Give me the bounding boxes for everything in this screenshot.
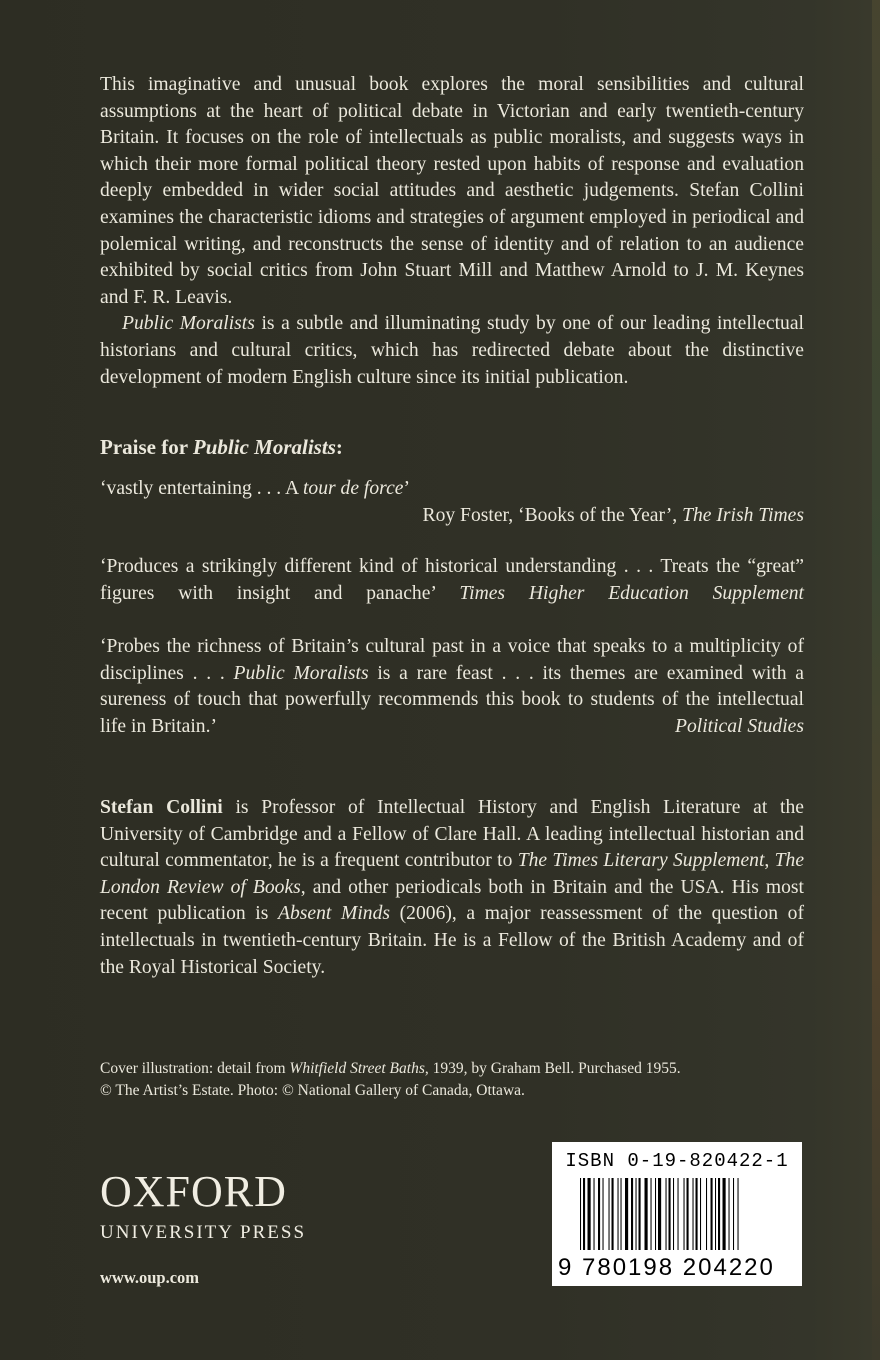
praise-heading [100,434,804,461]
isbn-label: ISBN 0-19-820422-1 [565,1150,789,1172]
quote-2-text: ‘Produces a strikingly different kind of historical understanding . . . Treats the “great” figures with insight and panache’ [100,556,804,604]
publisher-logo [100,1167,307,1244]
quote-text [100,476,804,503]
bio-text-4: (2006), a major reassessment of the question of intellectuals in twentieth-century Britain. He is a Fellow of the British Academy and of the Royal Historical Society. [100,903,804,978]
quote-3-source-publication: Political Studies [675,715,804,737]
quote-1-text: ‘vastly entertaining . . . A [100,478,303,499]
quote-1-source-publication: The Irish Times [682,504,804,526]
barcode-icon [580,1178,790,1260]
ean-number: 9 780198 204220 [558,1254,775,1281]
book-blurb [100,72,804,391]
quote-1-source-prefix: Roy Foster, ‘Books of the Year’, [422,504,683,526]
praise-heading-title: Public Moralists [192,435,336,459]
quote-3-emphasis: Public Moralists [233,662,369,684]
credits-line-1-a: Cover illustration: detail from [100,1060,290,1077]
barcode-panel [552,1142,802,1286]
bio-text-2: , [764,850,775,872]
blurb-paragraph-1: This imaginative and unusual book explores the moral sensibilities and cultural assumptions at the heart of political debate in Victorian and early twentieth-century Britain. It focuses on the role of intellectuals as public moralists, and suggests ways in which their more formal political theory rested upon habits of response and evaluation deeply embedded in wider social attitudes and aesthetic judgements. Stefan Collini examines the characteristic idioms and strategies of argument employed in periodical and polemical writing, and reconstructs the sense of identity and of relation to an audience exhibited by social critics from John Stuart Mill and Matthew Arnold to J. M. Keynes and F. R. Leavis. [100,74,804,308]
praise-heading-suffix: : [335,435,343,459]
publisher-name: OXFORD [100,1167,287,1216]
author-name: Stefan Collini [100,797,223,818]
quote-1-emphasis: tour de force [302,478,404,499]
praise-quote-2 [100,554,804,607]
bio-text-3: , and other periodicals both in Britain and the USA. His most recent publication is [100,876,804,925]
quote-1-end: ’ [403,478,411,499]
quote-3-text-b: is a rare feast . . . its themes are examined with a sureness of touch that powerfully recommends this book to students of the intellectual life in Britain.’ [100,662,804,737]
praise-heading-prefix: Praise for [100,435,193,459]
artwork-title: Whitfield Street Baths [289,1060,425,1077]
praise-quote-3 [100,634,804,740]
quote-source [100,503,804,530]
author-bio [100,795,804,981]
blurb-paragraph-2 [100,311,804,391]
bio-publication-1: The Times Literary Supplement [517,850,765,872]
credits-line-1-b: , 1939, by Graham Bell. Purchased 1955. [424,1060,681,1077]
credits-line-2: © The Artist’s Estate. Photo: © National Gallery of Canada, Ottawa. [100,1082,525,1099]
quote-3-text-a: ‘Probes the richness of Britain’s cultural past in a voice that speaks to a multiplicity of disciplines . . . [100,636,804,684]
book-title: Public Moralists [122,313,255,335]
blurb-paragraph-2-text: is a subtle and illuminating study by one of our leading intellectual historians and cultural critics, which has redirected debate about the distinctive development of modern English culture since its initial publication. [100,313,804,388]
publisher-url[interactable]: www.oup.com [100,1268,200,1287]
bio-text-1: is Professor of Intellectual History and English Literature at the University of Cambridge and a Fellow of Clare Hall. A leading intellectual historian and cultural commentator, he is a frequent contributor to [100,797,804,872]
quote-2-source-publication: Times Higher Education Supplement [459,582,805,604]
cover-credits [100,1058,804,1102]
credits-line-1 [100,1058,804,1080]
praise-quote-1 [100,476,804,529]
cover-edge [872,0,880,1360]
bio-publication-3: Absent Minds [278,903,390,925]
bio-publication-2: The London Review of Books [100,850,805,898]
publisher-subname: UNIVERSITY PRESS [100,1222,307,1243]
